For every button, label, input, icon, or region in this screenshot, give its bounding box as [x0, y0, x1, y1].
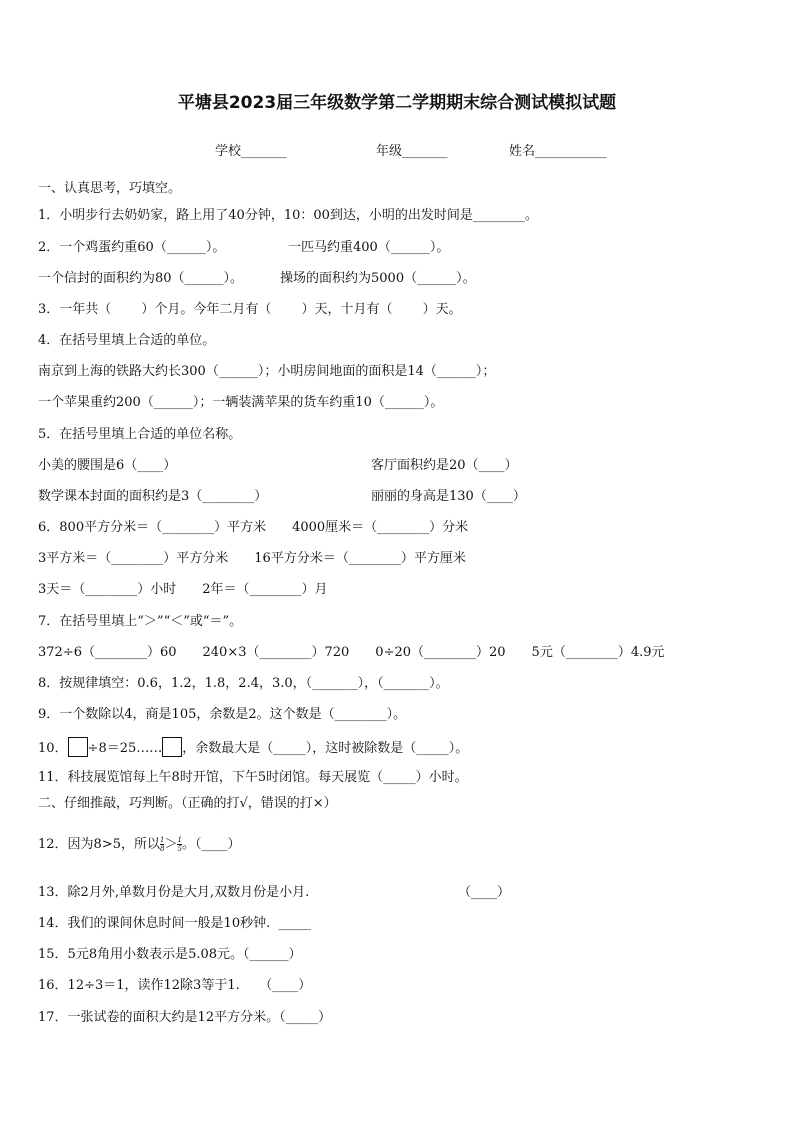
- dividend-box: [68, 737, 88, 757]
- question-14: 14．我们的课间休息时间一般是10秒钟. _____: [38, 916, 311, 931]
- greater-than-sign: ＞: [164, 837, 178, 852]
- question-11: 11．科技展览馆每上午8时开馆，下午5时闭馆。每天展览（_____）小时。: [38, 770, 468, 785]
- question-5b: 客厅面积约是20（____）: [371, 458, 518, 473]
- section-2-heading: 二、仔细推敲，巧判断。（正确的打√，错误的打×）: [38, 796, 337, 811]
- question-6b: 3平方米＝（________）平方分米 16平方分米＝（________）平方厘米: [38, 551, 466, 566]
- question-13-answer: （____）: [458, 885, 511, 900]
- question-6c: 3天＝（________）小时 2年＝（________）月: [38, 582, 328, 597]
- question-16: 16．12÷3＝1，读作12除3等于1. （____）: [38, 978, 312, 993]
- question-10: [38, 737, 468, 758]
- question-5: 5．在括号里填上合适的单位名称。: [38, 427, 242, 442]
- school-field: 学校_______: [215, 144, 287, 159]
- question-2d: 操场的面积约为5000（______）。: [280, 271, 476, 286]
- name-field: 姓名___________: [509, 144, 607, 159]
- question-2b: 一匹马约重400（______）。: [288, 240, 450, 255]
- question-13: 13．除2月外,单数月份是大月,双数月份是小月.: [38, 885, 310, 900]
- question-10-suffix: ，余数最大是（_____），这时被除数是（_____）。: [182, 741, 469, 756]
- fraction-one-eighth: $\frac{1}{8}$: [159, 836, 165, 853]
- question-5d: 丽丽的身高是130（____）: [371, 489, 526, 504]
- question-1: 1．小明步行去奶奶家，路上用了40分钟，10：00到达，小明的出发时间是________。: [38, 208, 538, 223]
- fraction-one-fifth: $\frac{1}{5}$: [177, 836, 182, 853]
- question-6a: 6．800平方分米＝（________）平方米 4000厘米＝（________）分米: [38, 520, 469, 535]
- page-title: 平塘县2023届三年级数学第二学期期末综合测试模拟试题: [177, 93, 617, 113]
- question-12-suffix: 。（____）: [181, 837, 241, 852]
- question-15: 15．5元8角用小数表示是5.08元。（______）: [38, 947, 302, 962]
- question-4b: 一个苹果重约200（______）；一辆装满苹果的货车约重10（______）。: [38, 395, 444, 410]
- question-4a: 南京到上海的铁路大约长300（______）；小明房间地面的面积是14（______）；: [38, 364, 496, 379]
- question-12: [38, 836, 240, 854]
- remainder-box: [162, 737, 182, 757]
- question-7a: 372÷6（________）60 240×3（________）720 0÷20（________）20 5元（________）4.9元: [38, 645, 665, 660]
- question-10-prefix: 10．: [38, 741, 68, 756]
- question-5a: 小美的腰围是6（____）: [38, 458, 177, 473]
- question-12-prefix: 12．因为8>5，所以: [38, 837, 160, 852]
- question-8: 8．按规律填空：0.6，1.2，1.8，2.4，3.0，（_______），（_______）。: [38, 676, 449, 691]
- question-10-mid: ÷8＝25……: [87, 741, 163, 756]
- grade-field: 年级_______: [376, 144, 448, 159]
- question-2a: 2．一个鸡蛋约重60（______）。: [38, 240, 226, 255]
- question-17: 17．一张试卷的面积大约是12平方分米。（_____）: [38, 1010, 332, 1025]
- question-9: 9．一个数除以4，商是105，余数是2。这个数是（________）。: [38, 707, 407, 722]
- question-2c: 一个信封的面积约为80（______）。: [38, 271, 244, 286]
- question-5c: 数学课本封面的面积约是3（________）: [38, 489, 268, 504]
- section-1-heading: 一、认真思考，巧填空。: [38, 181, 182, 196]
- question-7: 7．在括号里填上“＞”“＜”或“＝”。: [38, 614, 243, 629]
- question-3: 3．一年共（ ）个月。今年二月有（ ）天，十月有（ ）天。: [38, 302, 462, 317]
- question-4: 4．在括号里填上合适的单位。: [38, 333, 216, 348]
